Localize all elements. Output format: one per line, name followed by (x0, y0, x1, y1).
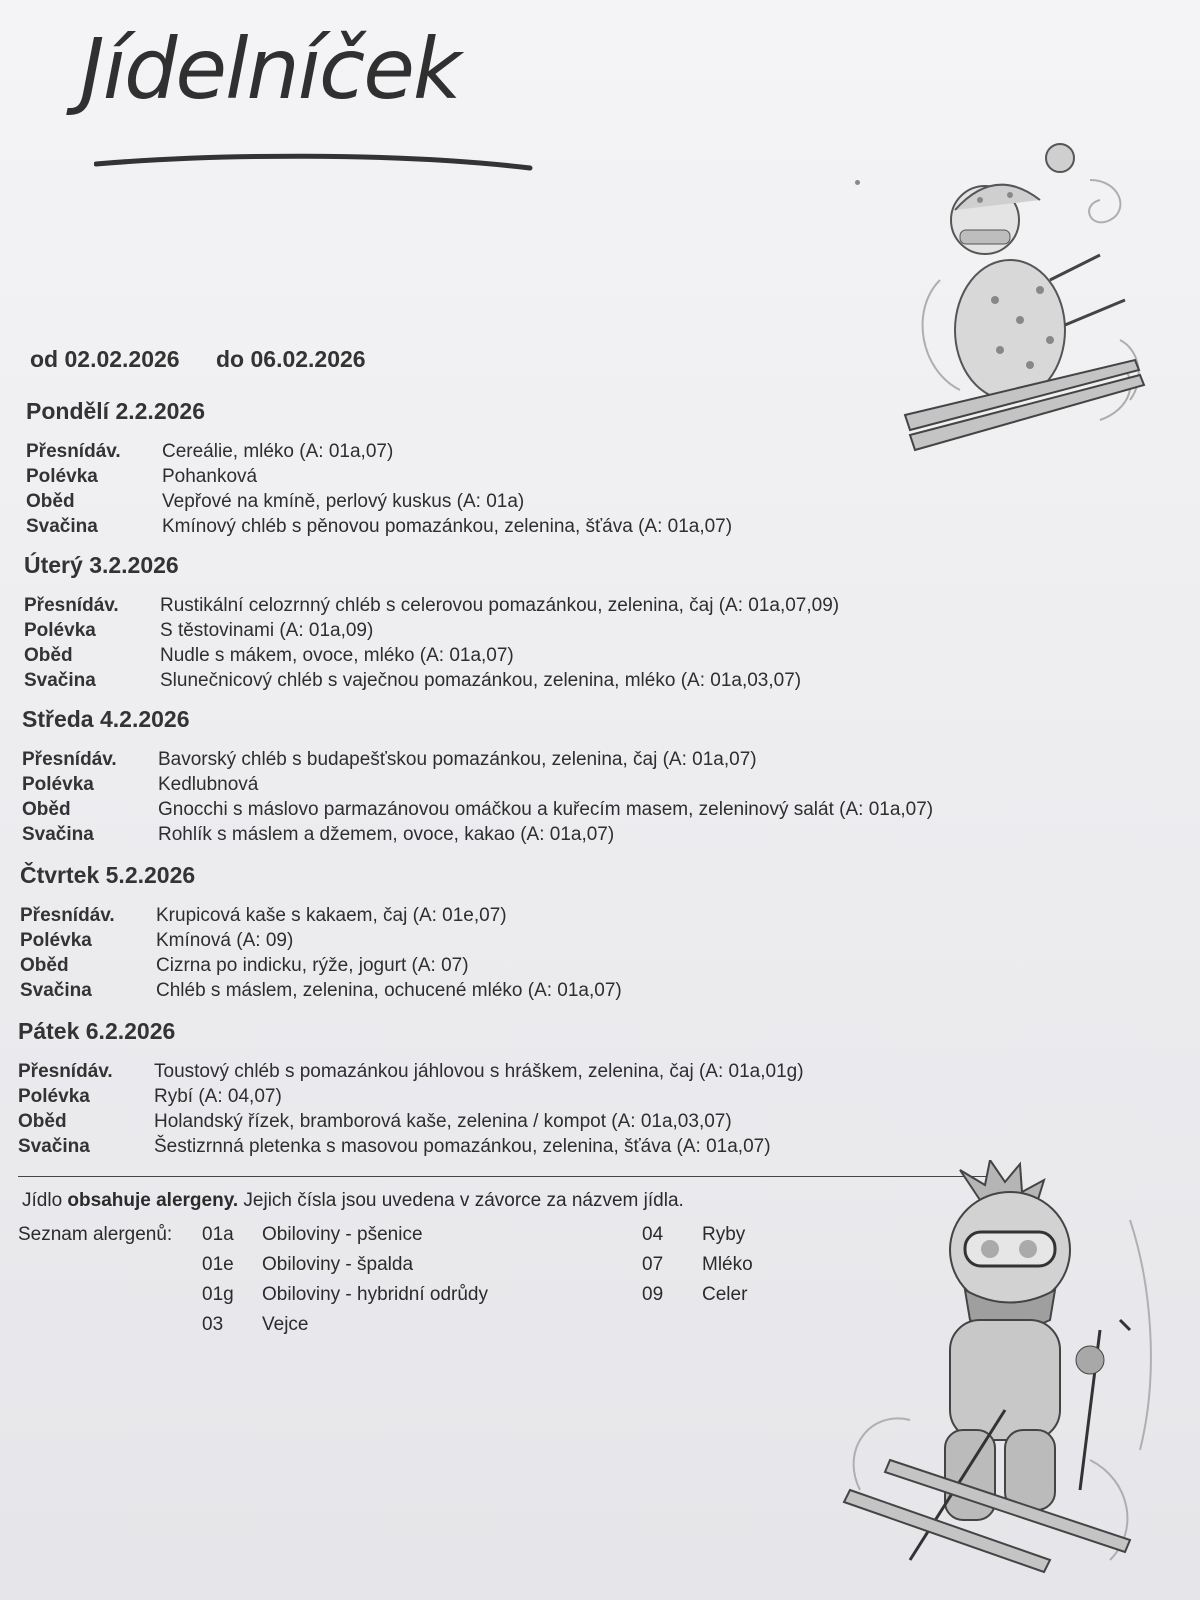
allergen-name: Obiloviny - pšenice (262, 1224, 423, 1245)
meal-row (18, 1059, 804, 1084)
meal-text: Krupicová kaše s kakaem, čaj (A: 01e,07) (156, 905, 507, 926)
meal-row (20, 953, 622, 978)
meal-label: Polévka (20, 930, 92, 951)
note-bold: obsahuje alergeny. (67, 1190, 239, 1211)
allergen-code: 01e (202, 1254, 234, 1275)
allergen-code: 01g (202, 1284, 234, 1305)
day-title: Úterý 3.2.2026 (24, 552, 179, 578)
day-block (24, 552, 839, 693)
day-block (20, 862, 622, 1003)
allergen-code: 09 (642, 1284, 664, 1305)
allergen-item (202, 1224, 423, 1246)
meal-row (26, 489, 732, 514)
day-block (22, 706, 933, 847)
meal-row (24, 618, 839, 643)
note-prefix: Jídlo (22, 1190, 63, 1211)
meal-label: Oběd (18, 1111, 67, 1132)
allergen-code: 01a (202, 1224, 234, 1245)
meal-label: Svačina (24, 670, 96, 691)
meal-label: Oběd (20, 955, 69, 976)
meal-label: Polévka (26, 466, 98, 487)
meal-text: Kmínová (A: 09) (156, 930, 294, 951)
meal-text: Bavorský chléb s budapešťskou pomazánkou, zelenina, čaj (A: 01a,07) (158, 749, 757, 770)
meal-row (20, 978, 622, 1003)
meal-label: Oběd (26, 491, 75, 512)
meal-label: Svačina (22, 824, 94, 845)
meal-label: Polévka (18, 1086, 90, 1107)
meal-label: Přesnídáv. (24, 595, 119, 616)
meal-label: Polévka (24, 620, 96, 641)
allergen-item (202, 1284, 488, 1306)
title-underline (94, 150, 534, 174)
note-rest: Jejich čísla jsou uvedena v závorce za názvem jídla. (243, 1190, 684, 1211)
day-title: Pátek 6.2.2026 (18, 1018, 176, 1044)
allergen-code: 03 (202, 1314, 224, 1335)
allergen-name: Celer (702, 1284, 748, 1305)
meal-row (22, 797, 933, 822)
allergen-name: Mléko (702, 1254, 753, 1275)
allergen-name: Ryby (702, 1224, 746, 1245)
day-title: Středa 4.2.2026 (22, 706, 190, 732)
date-from: od 02.02.2026 (30, 346, 180, 372)
allergen-code: 04 (642, 1224, 664, 1245)
meal-row (18, 1134, 804, 1159)
meal-row (20, 928, 622, 953)
meal-row (18, 1084, 804, 1109)
allergen-list-label: Seznam alergenů: (18, 1224, 173, 1245)
allergen-item (202, 1314, 308, 1336)
meal-text: Rustikální celozrnný chléb s celerovou pomazánkou, zelenina, čaj (A: 01a,07,09) (160, 595, 840, 616)
allergen-note (22, 1190, 684, 1212)
skier-goggles-icon (830, 1160, 1170, 1590)
meal-row (26, 439, 732, 464)
allergen-name: Obiloviny - špalda (262, 1254, 414, 1275)
meal-text: Vepřové na kmíně, perlový kuskus (A: 01a) (162, 491, 525, 512)
meal-label: Přesnídáv. (18, 1061, 113, 1082)
allergen-code: 07 (642, 1254, 664, 1275)
allergen-item (642, 1224, 745, 1246)
meal-text: Rybí (A: 04,07) (154, 1086, 282, 1107)
meal-text: Cizrna po indicku, rýže, jogurt (A: 07) (156, 955, 469, 976)
meal-row (24, 593, 839, 618)
skier-bear-icon (900, 140, 1170, 470)
meal-label: Přesnídáv. (26, 441, 121, 462)
meal-text: Toustový chléb s pomazánkou jáhlovou s hráškem, zelenina, čaj (A: 01a,01g) (154, 1061, 804, 1082)
meal-row (26, 464, 732, 489)
meal-label: Polévka (22, 774, 94, 795)
meal-label: Svačina (20, 980, 92, 1001)
meal-text: Slunečnicový chléb s vaječnou pomazánkou, zelenina, mléko (A: 01a,03,07) (160, 670, 802, 691)
meal-row (24, 668, 839, 693)
meal-row (26, 514, 732, 539)
speck (855, 180, 860, 185)
page-title: Jídelníček (80, 20, 460, 118)
meal-text: Kedlubnová (158, 774, 259, 795)
date-range (30, 346, 366, 373)
meal-row (22, 772, 933, 797)
meal-row (18, 1109, 804, 1134)
allergen-item (642, 1284, 747, 1306)
day-title: Pondělí 2.2.2026 (26, 398, 205, 424)
allergen-name: Obiloviny - hybridní odrůdy (262, 1284, 488, 1305)
allergen-item (642, 1254, 753, 1276)
meal-text: Rohlík s máslem a džemem, ovoce, kakao (A: 01a,07) (158, 824, 615, 845)
day-block (18, 1018, 804, 1159)
meal-label: Svačina (18, 1136, 90, 1157)
meal-row (24, 643, 839, 668)
meal-row (20, 903, 622, 928)
meal-text: Gnocchi s máslovo parmazánovou omáčkou a kuřecím masem, zeleninový salát (A: 01a,07) (158, 799, 934, 820)
meal-label: Přesnídáv. (22, 749, 117, 770)
meal-label: Přesnídáv. (20, 905, 115, 926)
meal-label: Oběd (22, 799, 71, 820)
allergen-name: Vejce (262, 1314, 309, 1335)
meal-text: Holandský řízek, bramborová kaše, zelenina / kompot (A: 01a,03,07) (154, 1111, 732, 1132)
meal-text: S těstovinami (A: 01a,09) (160, 620, 374, 641)
meal-text: Pohanková (162, 466, 258, 487)
meal-row (22, 747, 933, 772)
meal-text: Chléb s máslem, zelenina, ochucené mléko (A: 01a,07) (156, 980, 622, 1001)
meal-label: Oběd (24, 645, 73, 666)
meal-text: Nudle s mákem, ovoce, mléko (A: 01a,07) (160, 645, 514, 666)
allergen-item (202, 1254, 413, 1276)
meal-text: Kmínový chléb s pěnovou pomazánkou, zelenina, šťáva (A: 01a,07) (162, 516, 733, 537)
date-to: do 06.02.2026 (216, 346, 366, 372)
meal-text: Šestizrnná pletenka s masovou pomazánkou, zelenina, šťáva (A: 01a,07) (154, 1136, 771, 1157)
meal-label: Svačina (26, 516, 98, 537)
meal-row (22, 822, 933, 847)
day-block (26, 398, 732, 539)
day-title: Čtvrtek 5.2.2026 (20, 862, 196, 888)
meal-text: Cereálie, mléko (A: 01a,07) (162, 441, 394, 462)
